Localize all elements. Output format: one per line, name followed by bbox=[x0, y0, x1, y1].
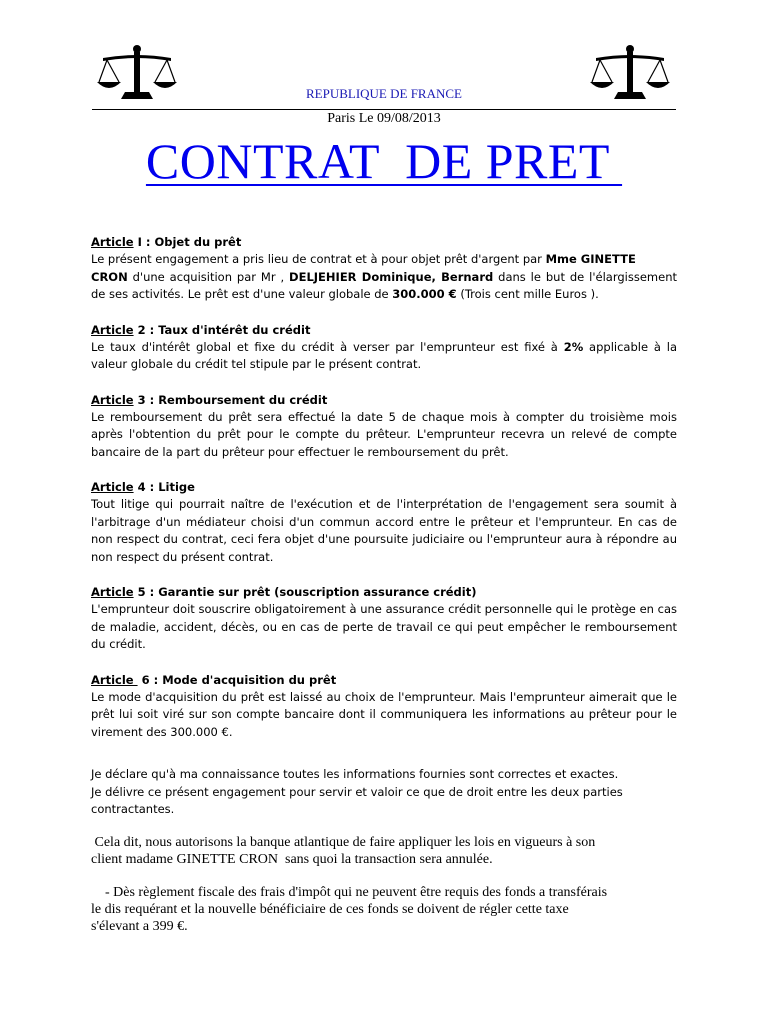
article-keyword: Article bbox=[91, 585, 134, 599]
article-body bbox=[91, 409, 677, 462]
article-heading bbox=[91, 584, 677, 601]
article-heading bbox=[91, 479, 677, 496]
article-emphasis: DELJEHIER Dominique, Bernard bbox=[289, 269, 494, 284]
declaration-line: Je déclare qu'à ma connaissance toutes les informations fournies sont correctes et exactes. bbox=[91, 767, 619, 781]
article-text: Le taux d'intérêt global et fixe du crédit à verser par l'emprunteur est fixé à bbox=[91, 339, 564, 354]
article-emphasis: 300.000 € bbox=[392, 287, 457, 301]
article-keyword: Article bbox=[91, 322, 134, 337]
article-body bbox=[91, 339, 677, 374]
article-body bbox=[91, 496, 677, 566]
articles-section bbox=[91, 234, 677, 759]
declaration-line: Je délivre ce présent engagement pour servir et valoir ce que de droit entre les deux parties contractantes. bbox=[91, 784, 623, 816]
article-text: Le présent engagement a pris lieu de contrat et à pour objet prêt d'argent par bbox=[91, 252, 546, 266]
article-heading bbox=[91, 322, 677, 339]
article-keyword: Article bbox=[91, 480, 134, 494]
article-heading bbox=[91, 392, 677, 409]
article-4 bbox=[91, 479, 677, 566]
article-2 bbox=[91, 322, 677, 374]
article-keyword: Article bbox=[91, 235, 134, 249]
article-5 bbox=[91, 584, 677, 654]
article-3 bbox=[91, 392, 677, 462]
closing-paragraph-authorization: Cela dit, nous autorisons la banque atlantique de faire appliquer les lois en vigueurs à son client madame GINETTE CRON sans quoi la transaction sera annulée. bbox=[91, 835, 596, 867]
article-text: applicable à la valeur globale du crédit tel stipule par le présent contrat. bbox=[91, 339, 677, 371]
article-heading bbox=[91, 672, 677, 689]
document-title: CONTRAT DE PRET bbox=[145, 133, 623, 189]
article-6 bbox=[91, 672, 677, 742]
article-text: dans le but de l'élargissement de ses activités. Le prêt est d'une valeur globale de bbox=[91, 269, 677, 301]
article-emphasis: CRON bbox=[91, 269, 128, 284]
article-title: I : Objet du prêt bbox=[133, 235, 242, 249]
article-text: (Trois cent mille Euros ). bbox=[456, 287, 599, 301]
article-text: Tout litige qui pourrait naître de l'exécution et de l'interprétation de l'engagement sera soumit à l'arbitrage d'un médiateur choisi d'un commun accord entre le prêteur et l'emprunteur. En cas de non respect du contrat, ceci fera objet d'une poursuite judiciaire ou l'emprunteur aura à répondre au non respect du présent contrat. bbox=[91, 497, 677, 564]
article-text: L'emprunteur doit souscrire obligatoirement à une assurance crédit personnelle qui le protège en cas de maladie, accident, décès, ou en cas de perte de travail ce qui peut empêcher le remboursement du crédit. bbox=[91, 602, 677, 651]
header-republic: REPUBLIQUE DE FRANCE bbox=[305, 86, 462, 101]
article-title: 5 : Garantie sur prêt (souscription assurance crédit) bbox=[133, 585, 477, 599]
article-title: 6 : Mode d'acquisition du prêt bbox=[137, 672, 337, 687]
article-title: 4 : Litige bbox=[133, 480, 195, 494]
article-1 bbox=[91, 234, 677, 304]
header-divider bbox=[92, 109, 676, 110]
article-text: Le remboursement du prêt sera effectué la date 5 de chaque mois à compter du troisième mois après l'obtention du prêt pour le compte du prêteur. L'emprunteur recevra un relevé de compte bancaire de la part du prêteur pour effectuer le remboursement du prêt. bbox=[91, 409, 677, 459]
closing-paragraph-tax: - Dès règlement fiscale des frais d'impôt qui ne peuvent être requis des fonds a transférais le dis requérant et la nouvelle bénéficiaire de ces fonds se doivent de régler cette taxe s'élevant a 399 €. bbox=[91, 885, 608, 934]
article-title: 3 : Remboursement du crédit bbox=[133, 392, 328, 407]
declaration bbox=[91, 766, 677, 819]
article-emphasis: 2% bbox=[563, 339, 584, 354]
article-emphasis: Mme GINETTE bbox=[545, 252, 636, 266]
place-date: Paris Le 09/08/2013 bbox=[327, 111, 441, 126]
article-keyword: Article bbox=[91, 392, 134, 407]
article-body bbox=[91, 689, 677, 742]
article-title: 2 : Taux d'intérêt du crédit bbox=[133, 322, 311, 337]
article-body bbox=[91, 251, 677, 304]
article-heading bbox=[91, 234, 677, 251]
article-body bbox=[91, 601, 677, 654]
article-text: Le mode d'acquisition du prêt est laissé au choix de l'emprunteur. Mais l'emprunteur aimerait que le prêt lui soit viré sur son compte bancaire dont il communiquera les informations au prêteur pour le virement des 300.000 €. bbox=[91, 689, 677, 739]
article-keyword: Article bbox=[91, 672, 138, 687]
article-text: d'une acquisition par Mr , bbox=[127, 269, 290, 284]
